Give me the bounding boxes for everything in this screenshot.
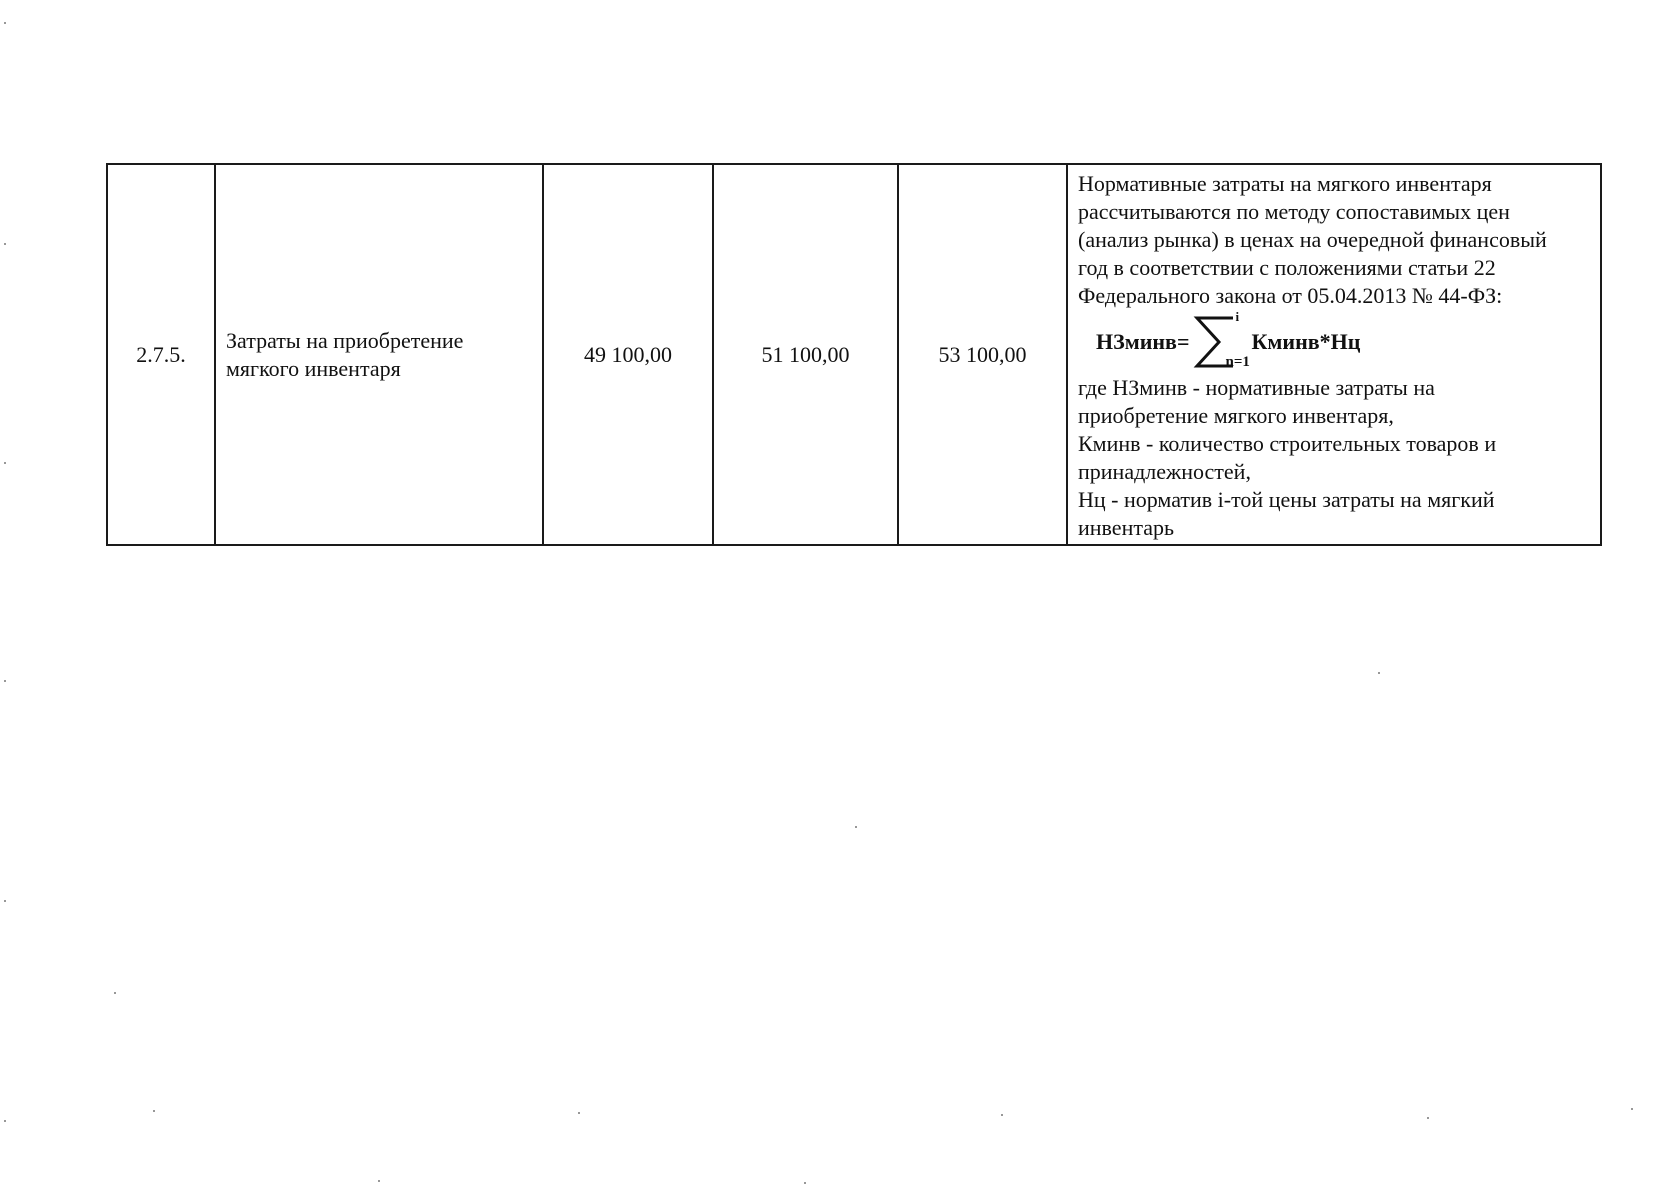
legend-text-line: где НЗминв - нормативные затраты на: [1078, 375, 1435, 400]
method-text-line: (анализ рынка) в ценах на очередной финансовый: [1078, 227, 1547, 252]
calculation-method-cell: [1067, 164, 1601, 545]
scan-speck: [4, 22, 6, 24]
scan-speck: [1001, 1114, 1003, 1116]
summation-sign: [1189, 309, 1251, 372]
scan-speck: [855, 826, 857, 828]
expense-name-cell: [215, 164, 543, 545]
scan-speck: [114, 992, 116, 994]
method-text-line: рассчитываются по методу сопоставимых цен: [1078, 199, 1510, 224]
sum-upper-limit: i: [1235, 309, 1240, 324]
legend-text-line: инвентарь: [1078, 515, 1175, 540]
cost-formula: [1096, 309, 1592, 372]
scan-speck: [378, 1180, 380, 1182]
scan-speck: [578, 1112, 580, 1114]
expense-name: Затраты на приобретение мягкого инвентаря: [226, 327, 464, 381]
scan-speck: [4, 462, 6, 464]
scan-speck: [4, 1120, 6, 1122]
row-number: 2.7.5.: [136, 341, 186, 367]
sum-lower-limit: n=1: [1225, 354, 1250, 370]
scan-speck: [1427, 1117, 1429, 1119]
legend-text-line: Нц - норматив i-той цены затраты на мягкий: [1078, 487, 1495, 512]
scan-speck: [153, 1110, 155, 1112]
method-text-line: Нормативные затраты на мягкого инвентаря: [1078, 171, 1492, 196]
legend-text-line: принадлежностей,: [1078, 459, 1251, 484]
scan-speck: [4, 680, 6, 682]
method-text-line: год в соответствии с положениями статьи 22: [1078, 255, 1496, 280]
table-row: [107, 164, 1601, 545]
cost-norms-table: [106, 163, 1602, 546]
formula-lhs: НЗминв=: [1096, 329, 1190, 354]
scan-speck: [4, 243, 6, 245]
amount-year-1: 49 100,00: [584, 341, 672, 367]
amount-year-3-cell: [898, 164, 1067, 545]
row-number-cell: [107, 164, 215, 545]
amount-year-1-cell: [543, 164, 713, 545]
amount-year-2: 51 100,00: [761, 341, 850, 367]
scan-speck: [4, 900, 6, 902]
formula-rhs: Кминв*Нц: [1251, 329, 1361, 354]
legend-text-line: приобретение мягкого инвентаря,: [1078, 403, 1394, 428]
method-text-line: Федерального закона от 05.04.2013 № 44-ФЗ:: [1078, 283, 1503, 308]
amount-year-2-cell: [713, 164, 898, 545]
scan-speck: [1378, 672, 1380, 674]
scan-speck: [1631, 1108, 1633, 1110]
amount-year-3: 53 100,00: [938, 341, 1027, 367]
legend-text-line: Кминв - количество строительных товаров и: [1078, 431, 1497, 456]
scan-speck: [804, 1182, 806, 1184]
